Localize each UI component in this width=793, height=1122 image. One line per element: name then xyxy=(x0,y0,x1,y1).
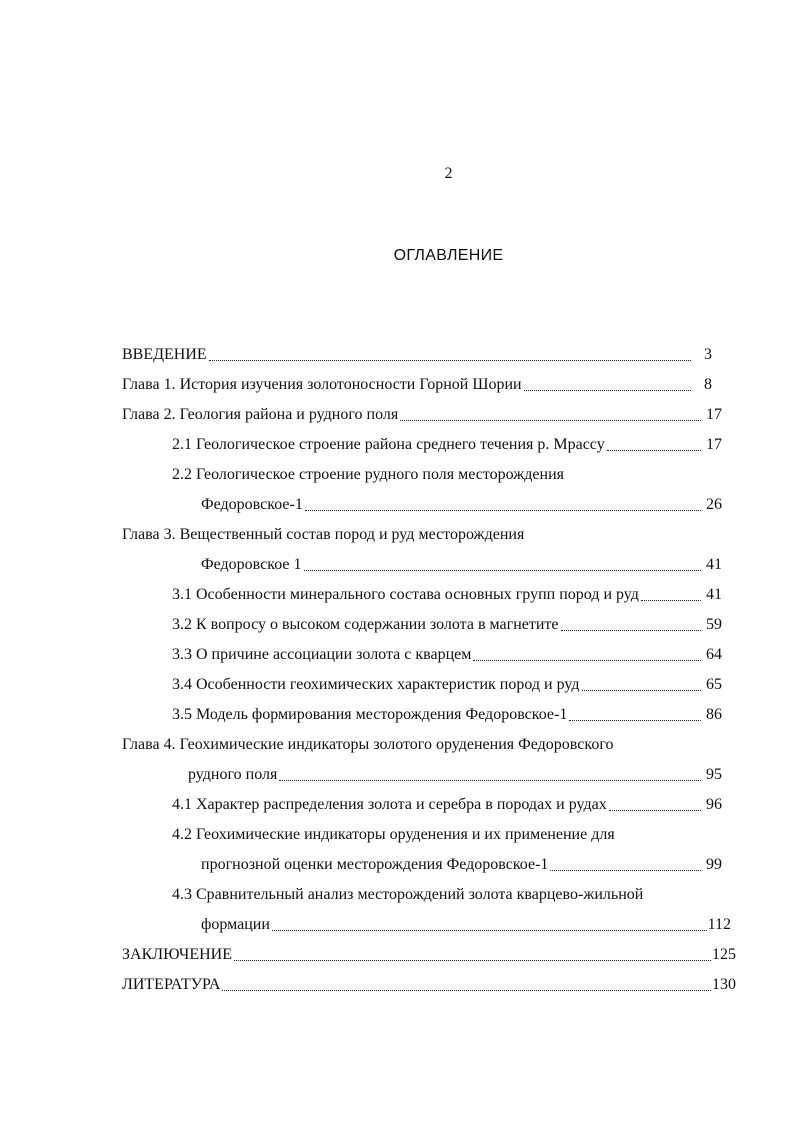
toc-entry-text: рудного поля xyxy=(188,766,278,783)
toc-leader-dots xyxy=(561,629,701,631)
toc-leader-dots xyxy=(582,689,701,691)
toc-leader-dots xyxy=(473,659,701,661)
toc-entry-section-4-3-cont[interactable] xyxy=(201,913,731,935)
toc-entry-chapter-2[interactable] xyxy=(122,403,722,425)
toc-leader-dots xyxy=(279,779,701,781)
toc-entry-page: 41 xyxy=(706,556,722,573)
toc-entry-page: 17 xyxy=(706,436,722,453)
toc-entry-section-2-2-cont[interactable] xyxy=(201,493,722,515)
toc-entry-text: Глава 3. Вещественный состав пород и руд месторождения xyxy=(122,526,525,543)
toc-entry-page: 26 xyxy=(706,496,722,513)
toc-leader-dots xyxy=(234,959,711,961)
toc-leader-dots xyxy=(400,419,701,421)
toc-entry-text: ЛИТЕРАТУРА xyxy=(122,976,221,993)
toc-entry-text: ВВЕДЕНИЕ xyxy=(122,346,207,363)
toc-leader-dots xyxy=(305,509,701,511)
toc-entry-chapter-4[interactable] xyxy=(122,733,722,755)
toc-leader-dots xyxy=(569,719,701,721)
toc-entry-section-2-1[interactable] xyxy=(172,433,722,455)
toc-entry-section-4-1[interactable] xyxy=(172,793,722,815)
toc-entry-section-4-2-cont[interactable] xyxy=(201,853,722,875)
toc-entry-text: 2.1 Геологическое строение района среднего течения р. Мрассу xyxy=(172,436,605,453)
toc-entry-text: формации xyxy=(201,916,270,933)
toc-entry-page: 130 xyxy=(712,976,736,993)
toc-entry-text: ЗАКЛЮЧЕНИЕ xyxy=(122,946,232,963)
toc-entry-page: 99 xyxy=(706,856,722,873)
toc-entry-page: 125 xyxy=(712,946,736,963)
toc-leader-dots xyxy=(609,809,701,811)
toc-entry-text: 3.2 К вопросу о высоком содержании золота в магнетите xyxy=(172,616,559,633)
toc-entry-page: 65 xyxy=(706,676,722,693)
toc-entry-text: Глава 4. Геохимические индикаторы золотого оруденения Федоровского xyxy=(122,736,614,753)
toc-title: ОГЛАВЛЕНИЕ xyxy=(393,247,504,264)
toc-entry-section-3-1[interactable] xyxy=(172,583,722,605)
toc-entry-chapter-1[interactable] xyxy=(122,373,712,395)
toc-entry-text: прогнозной оценки месторождения Федоровское-1 xyxy=(201,856,549,873)
toc-entry-text: 2.2 Геологическое строение рудного поля месторождения xyxy=(172,466,564,483)
toc-entry-section-4-3[interactable] xyxy=(172,883,722,905)
toc-leader-dots xyxy=(524,389,691,391)
toc-leader-dots xyxy=(222,989,711,991)
toc-leader-dots xyxy=(304,569,702,571)
toc-leader-dots xyxy=(209,359,691,361)
page-number: 2 xyxy=(444,165,453,182)
toc-entry-text: Глава 2. Геология района и рудного поля xyxy=(122,406,399,423)
toc-entry-section-4-2[interactable] xyxy=(172,823,722,845)
toc-entry-section-2-2[interactable] xyxy=(172,463,722,485)
toc-entry-text: 3.4 Особенности геохимических характеристик пород и руд xyxy=(172,676,580,693)
toc-entry-section-3-2[interactable] xyxy=(172,613,722,635)
toc-entry-introduction[interactable] xyxy=(122,343,712,365)
toc-entry-references[interactable] xyxy=(122,973,736,995)
toc-entry-text: Глава 1. История изучения золотоносности Горной Шории xyxy=(122,376,522,393)
toc-entry-conclusion[interactable] xyxy=(122,943,736,965)
toc-entry-text: Федоровское-1 xyxy=(201,496,303,513)
toc-entry-text: 4.2 Геохимические индикаторы оруденения и их применение для xyxy=(172,826,615,843)
toc-leader-dots xyxy=(641,599,701,601)
toc-entry-chapter-4-cont[interactable] xyxy=(188,763,722,785)
toc-entry-page: 8 xyxy=(704,376,712,393)
toc-entry-page: 3 xyxy=(704,346,712,363)
toc-entry-text: Федоровское 1 xyxy=(201,556,302,573)
toc-entry-text: 3.5 Модель формирования месторождения Федоровское-1 xyxy=(172,706,568,723)
toc-entry-text: 3.1 Особенности минерального состава основных групп пород и руд xyxy=(172,586,639,603)
toc-entry-page: 64 xyxy=(706,646,722,663)
toc-entry-page: 41 xyxy=(706,586,722,603)
toc-leader-dots xyxy=(550,869,701,871)
toc-entry-page: 96 xyxy=(706,796,722,813)
toc-entry-text: 4.3 Сравнительный анализ месторождений золота кварцево-жильной xyxy=(172,886,644,903)
toc-leader-dots xyxy=(272,929,707,931)
toc-entry-page: 112 xyxy=(707,916,731,933)
toc-entry-text: 3.3 О причине ассоциации золота с кварцем xyxy=(172,646,472,663)
toc-entry-page: 59 xyxy=(706,616,722,633)
toc-entry-section-3-3[interactable] xyxy=(172,643,722,665)
toc-entry-chapter-3[interactable] xyxy=(122,523,722,545)
toc-entry-page: 86 xyxy=(706,706,722,723)
toc-entry-page: 17 xyxy=(706,406,722,423)
toc-entry-section-3-5[interactable] xyxy=(172,703,722,725)
toc-leader-dots xyxy=(607,449,701,451)
toc-entry-text: 4.1 Характер распределения золота и серебра в породах и рудах xyxy=(172,796,607,813)
toc-entry-chapter-3-cont[interactable] xyxy=(201,553,722,575)
toc-entry-section-3-4[interactable] xyxy=(172,673,722,695)
toc-entry-page: 95 xyxy=(706,766,722,783)
